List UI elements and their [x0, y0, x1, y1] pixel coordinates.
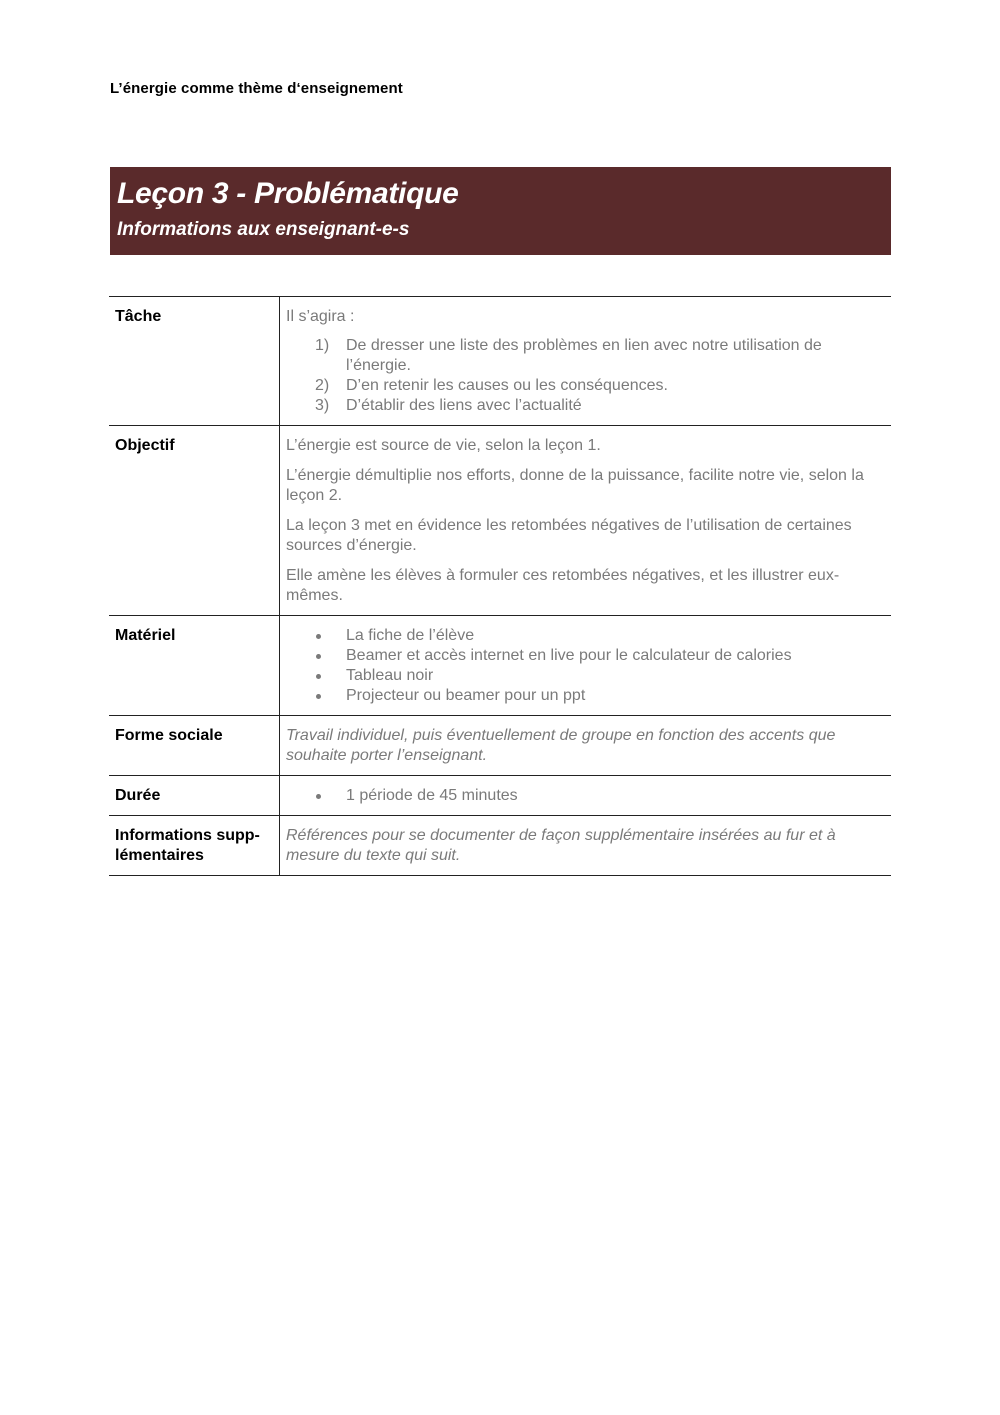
- list-number: 3): [315, 397, 330, 414]
- lesson-info-table: [109, 296, 891, 876]
- list-item: [286, 666, 885, 686]
- row-content: [280, 297, 892, 426]
- task-list: [286, 336, 885, 416]
- list-item: [286, 376, 885, 396]
- list-item: [286, 686, 885, 706]
- task-intro: Il s’agira :: [286, 308, 355, 325]
- list-item-text: D’établir des liens avec l’actualité: [346, 397, 582, 414]
- paragraph: L’énergie est source de vie, selon la leçon 1.: [286, 437, 601, 454]
- list-item: [286, 626, 885, 646]
- list-item-text: Tableau noir: [346, 667, 434, 684]
- paragraph: L’énergie démultiplie nos efforts, donne de la puissance, facilite notre vie, selon la leçon 2.: [286, 467, 864, 504]
- bullet-icon: [316, 694, 321, 699]
- table-row-materiel: [109, 616, 891, 716]
- list-number: 1): [315, 337, 330, 354]
- list-item-text: La fiche de l’élève: [346, 627, 475, 644]
- row-content: [280, 616, 892, 716]
- list-item: [286, 396, 885, 416]
- list-item-text: Projecteur ou beamer pour un ppt: [346, 687, 586, 704]
- lesson-title: Leçon 3 - Problématique: [117, 177, 459, 210]
- running-header-title: L’énergie comme thème d‘enseignement: [110, 80, 403, 97]
- bullet-list: [286, 786, 885, 806]
- row-label: Forme sociale: [109, 716, 280, 776]
- list-item-text: 1 période de 45 minutes: [346, 787, 518, 804]
- bullet-icon: [316, 794, 321, 799]
- list-item-text: Beamer et accès internet en live pour le calculateur de calories: [346, 647, 792, 664]
- table-row-objectif: [109, 426, 891, 616]
- bullet-list: [286, 626, 885, 706]
- table-row-tache: [109, 297, 891, 426]
- row-text: Travail individuel, puis éventuellement de groupe en fonction des accents que souhaite porter l’enseignant.: [286, 727, 836, 764]
- row-content: [280, 716, 892, 776]
- table-row-forme-sociale: [109, 716, 891, 776]
- row-content: [280, 816, 892, 876]
- row-content: [280, 426, 892, 616]
- row-text: Références pour se documenter de façon supplémentaire insérées au fur et à mesure du texte qui suit.: [286, 827, 836, 864]
- row-label: Objectif: [109, 426, 280, 616]
- paragraph: Elle amène les élèves à formuler ces retombées négatives, et les illustrer eux-mêmes.: [286, 567, 840, 604]
- list-item: [286, 336, 885, 376]
- bullet-icon: [316, 674, 321, 679]
- row-label: Durée: [109, 776, 280, 816]
- list-item: [286, 646, 885, 666]
- lesson-banner: [110, 167, 891, 255]
- table-row-informations: [109, 816, 891, 876]
- list-item-text: D’en retenir les causes ou les conséquences.: [346, 377, 668, 394]
- row-content: [280, 776, 892, 816]
- row-label: Informations supp-lémentaires: [109, 816, 280, 876]
- list-item-text: De dresser une liste des problèmes en lien avec notre utilisation de l’énergie.: [346, 337, 822, 374]
- row-label: Matériel: [109, 616, 280, 716]
- bullet-icon: [316, 634, 321, 639]
- paragraph: La leçon 3 met en évidence les retombées négatives de l’utilisation de certaines sources d’énergie.: [286, 517, 852, 554]
- list-item: [286, 786, 885, 806]
- table-row-duree: [109, 776, 891, 816]
- lesson-subtitle: Informations aux enseignant-e-s: [117, 219, 410, 240]
- row-label: Tâche: [109, 297, 280, 426]
- bullet-icon: [316, 654, 321, 659]
- list-number: 2): [315, 377, 330, 394]
